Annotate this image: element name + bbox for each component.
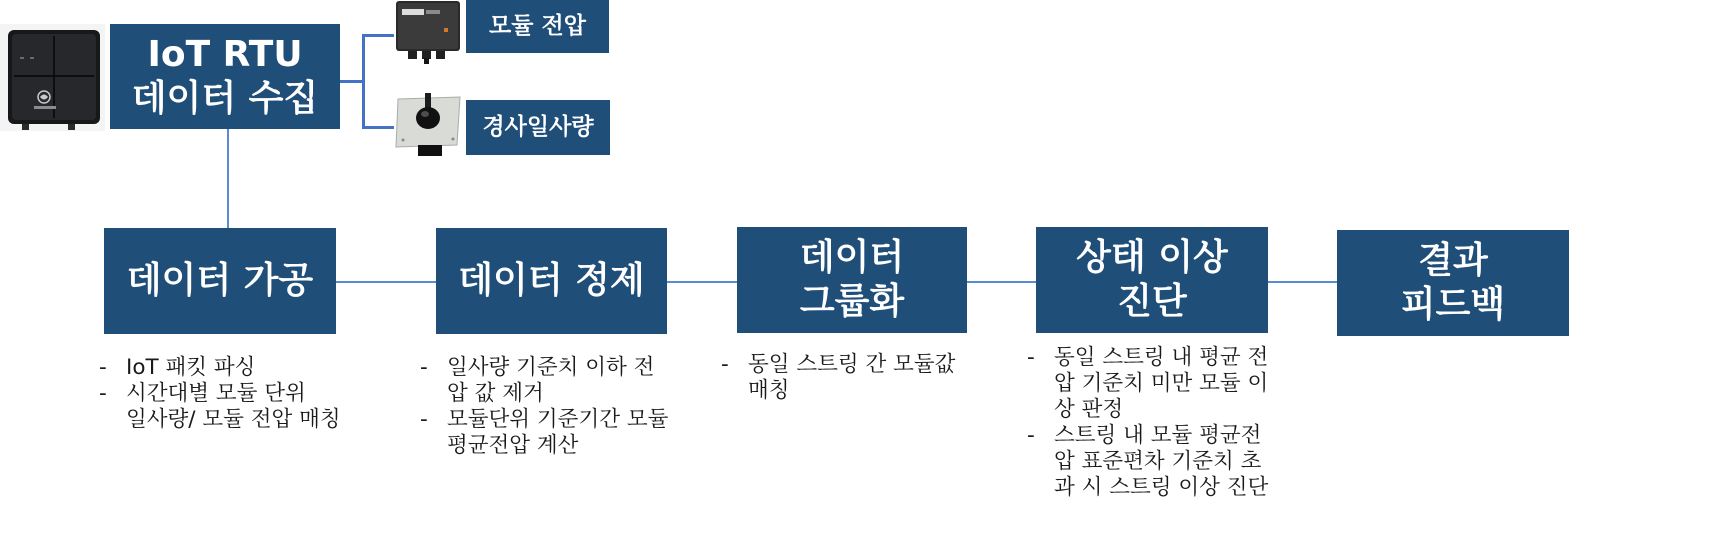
stage-processing-title: 데이터 가공 [126, 260, 314, 302]
connector-processing-to-refining [336, 281, 436, 283]
stage-feedback-title-1: 결과 [1418, 240, 1488, 282]
collect-line-2: 데이터 수집 [131, 77, 319, 119]
stage-diagnosis-box [1036, 227, 1268, 333]
desc-item: - IoT 패킷 파싱 [99, 355, 399, 381]
stage-grouping-title-2: 그룹화 [799, 281, 905, 322]
stage-processing-box [104, 228, 336, 334]
connector-collect-to-processing [227, 129, 229, 229]
desc-item: - 모듈단위 기준기간 모듈 평균전압 계산 [420, 407, 705, 459]
connector-grouping-to-diagnosis [967, 281, 1036, 283]
desc-item: - 일사량 기준치 이하 전 압 값 제거 [420, 355, 705, 407]
inclined-irradiance-label: 경사일사량 [466, 100, 610, 155]
connector-bus-vertical [362, 34, 365, 128]
desc-item: - 시간대별 모듈 단위 일사량/ 모듈 전압 매칭 [99, 381, 399, 433]
connector-to-pyranometer [362, 126, 394, 129]
diagnosis-desc-list [1027, 345, 1307, 501]
stage-grouping-box [737, 227, 967, 333]
connector-to-voltage [362, 34, 394, 37]
stage-feedback-title-2: 피드백 [1400, 284, 1506, 325]
collect-line-1: IoT RTU [147, 33, 303, 75]
desc-item: - 동일 스트링 내 평균 전 압 기준치 미만 모듈 이 상 판정 [1027, 345, 1307, 423]
connector-collect-to-bus [340, 80, 364, 83]
connector-diagnosis-to-feedback [1268, 281, 1337, 283]
stage-refining-box [436, 228, 667, 334]
pyranometer-sensor-image [394, 93, 462, 158]
rtu-device-image [0, 24, 105, 131]
grouping-desc-list [721, 352, 1006, 404]
module-voltage-label: 모듈 전압 [466, 0, 609, 53]
stage-diagnosis-title-2: 진단 [1117, 281, 1187, 322]
processing-desc-list [99, 355, 399, 433]
stage-refining-title: 데이터 정제 [458, 260, 645, 302]
voltage-sensor-image [394, 0, 462, 64]
desc-item: - 동일 스트링 간 모듈값 매칭 [721, 352, 1006, 404]
stage-diagnosis-title-1: 상태 이상 [1076, 237, 1228, 279]
connector-refining-to-grouping [667, 281, 737, 283]
iot-rtu-collect-box [110, 24, 340, 129]
stage-feedback-box [1337, 230, 1569, 336]
stage-grouping-title-1: 데이터 [799, 237, 905, 279]
refining-desc-list [420, 355, 705, 459]
desc-item: - 스트링 내 모듈 평균전 압 표준편차 기준치 초 과 시 스트링 이상 진단 [1027, 423, 1307, 501]
